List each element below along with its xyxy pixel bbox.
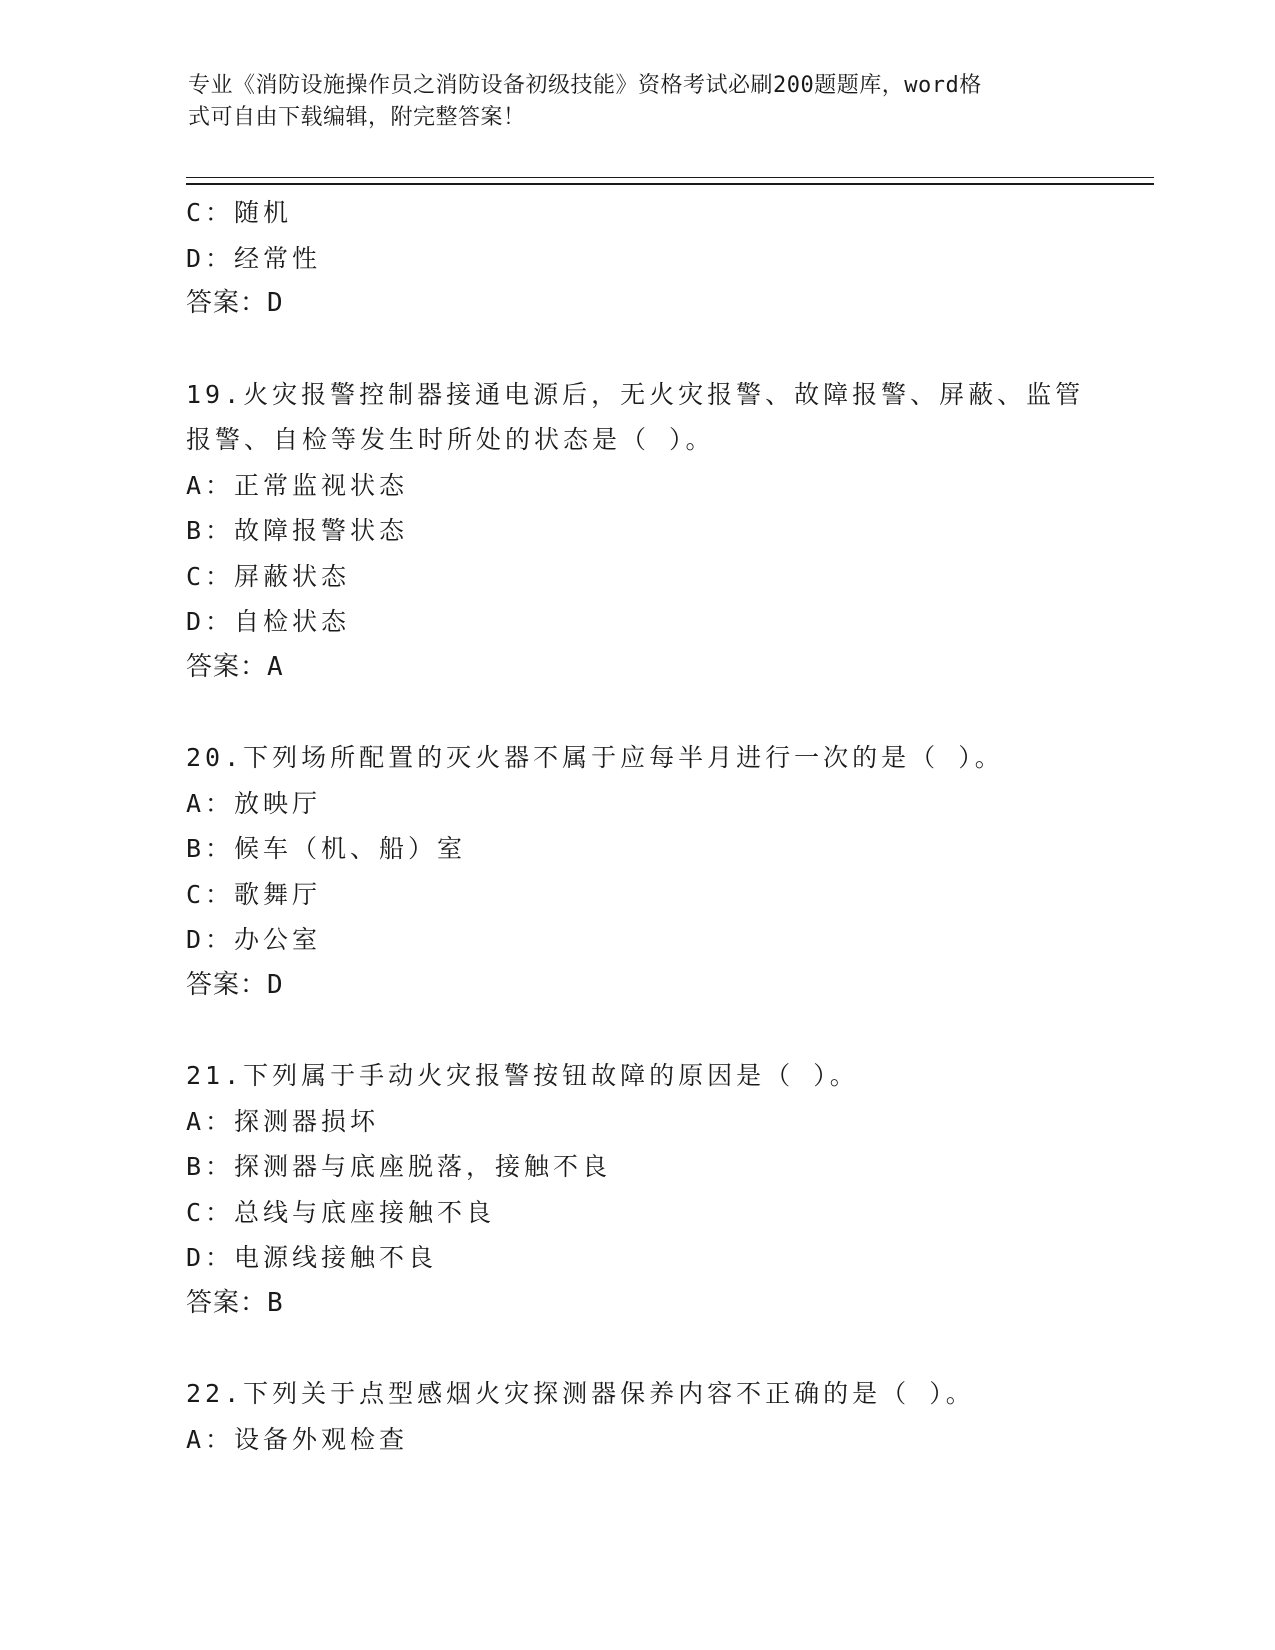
question-21 [186, 1053, 1146, 1326]
option-d: D：电源线接触不良 [186, 1243, 438, 1272]
option-c: C：屏蔽状态 [186, 561, 351, 591]
question-text-line-1: 22.下列关于点型感烟火灾探测器保养内容不正确的是（ ）。 [186, 1379, 975, 1408]
question-19 [186, 372, 1146, 691]
answer-value: A [267, 651, 284, 682]
question-list [186, 190, 1146, 1462]
option-c: C：随机 [186, 198, 293, 227]
option-c: C：总线与底座接触不良 [186, 1197, 496, 1227]
option-c: C：歌舞厅 [186, 879, 322, 909]
question-18-continuation [186, 190, 1146, 327]
option-a: A：放映厅 [186, 788, 322, 818]
header-line-1: 专业《消防设施操作员之消防设备初级技能》资格考试必刷200题题库，word格 [188, 73, 982, 98]
header-divider [186, 177, 1154, 185]
question-text-line-1: 20.下列场所配置的灭火器不属于应每半月进行一次的是（ ）。 [186, 743, 1004, 772]
answer-value: D [267, 969, 284, 1000]
answer-label: 答案： [186, 651, 268, 682]
header-line-2: 式可自由下载编辑，附完整答案！ [188, 105, 526, 130]
answer-label: 答案： [186, 1287, 268, 1318]
answer-label: 答案： [186, 969, 268, 1000]
page-header [188, 70, 1068, 134]
answer-line [186, 963, 1146, 1009]
spacer [186, 1326, 1146, 1371]
option-b: B：故障报警状态 [186, 516, 409, 545]
answer-line [186, 645, 1146, 691]
option-d: D：办公室 [186, 925, 322, 954]
option-a: A：正常监视状态 [186, 470, 409, 500]
option-b: B：候车（机、船）室 [186, 834, 467, 863]
option-a: A：探测器损坏 [186, 1106, 380, 1136]
answer-value: B [267, 1287, 284, 1318]
answer-line [186, 1281, 1146, 1327]
question-text-line-1: 19.火灾报警控制器接通电源后，无火灾报警、故障报警、屏蔽、监管 [186, 379, 1085, 409]
option-b: B：探测器与底座脱落，接触不良 [186, 1152, 612, 1181]
question-20 [186, 735, 1146, 1008]
spacer [186, 1008, 1146, 1053]
answer-label: 答案： [186, 288, 268, 318]
answer-value: D [267, 288, 284, 318]
question-text-line-2: 报警、自检等发生时所处的状态是（ ）。 [186, 425, 715, 454]
option-d: D：经常性 [186, 243, 322, 273]
answer-line [186, 281, 1146, 327]
question-text-line-1: 21.下列属于手动火灾报警按钮故障的原因是（ ）。 [186, 1061, 859, 1090]
spacer [186, 690, 1146, 735]
question-22 [186, 1371, 1146, 1462]
option-a: A：设备外观检查 [186, 1424, 409, 1454]
option-d: D：自检状态 [186, 607, 351, 636]
spacer [186, 327, 1146, 372]
